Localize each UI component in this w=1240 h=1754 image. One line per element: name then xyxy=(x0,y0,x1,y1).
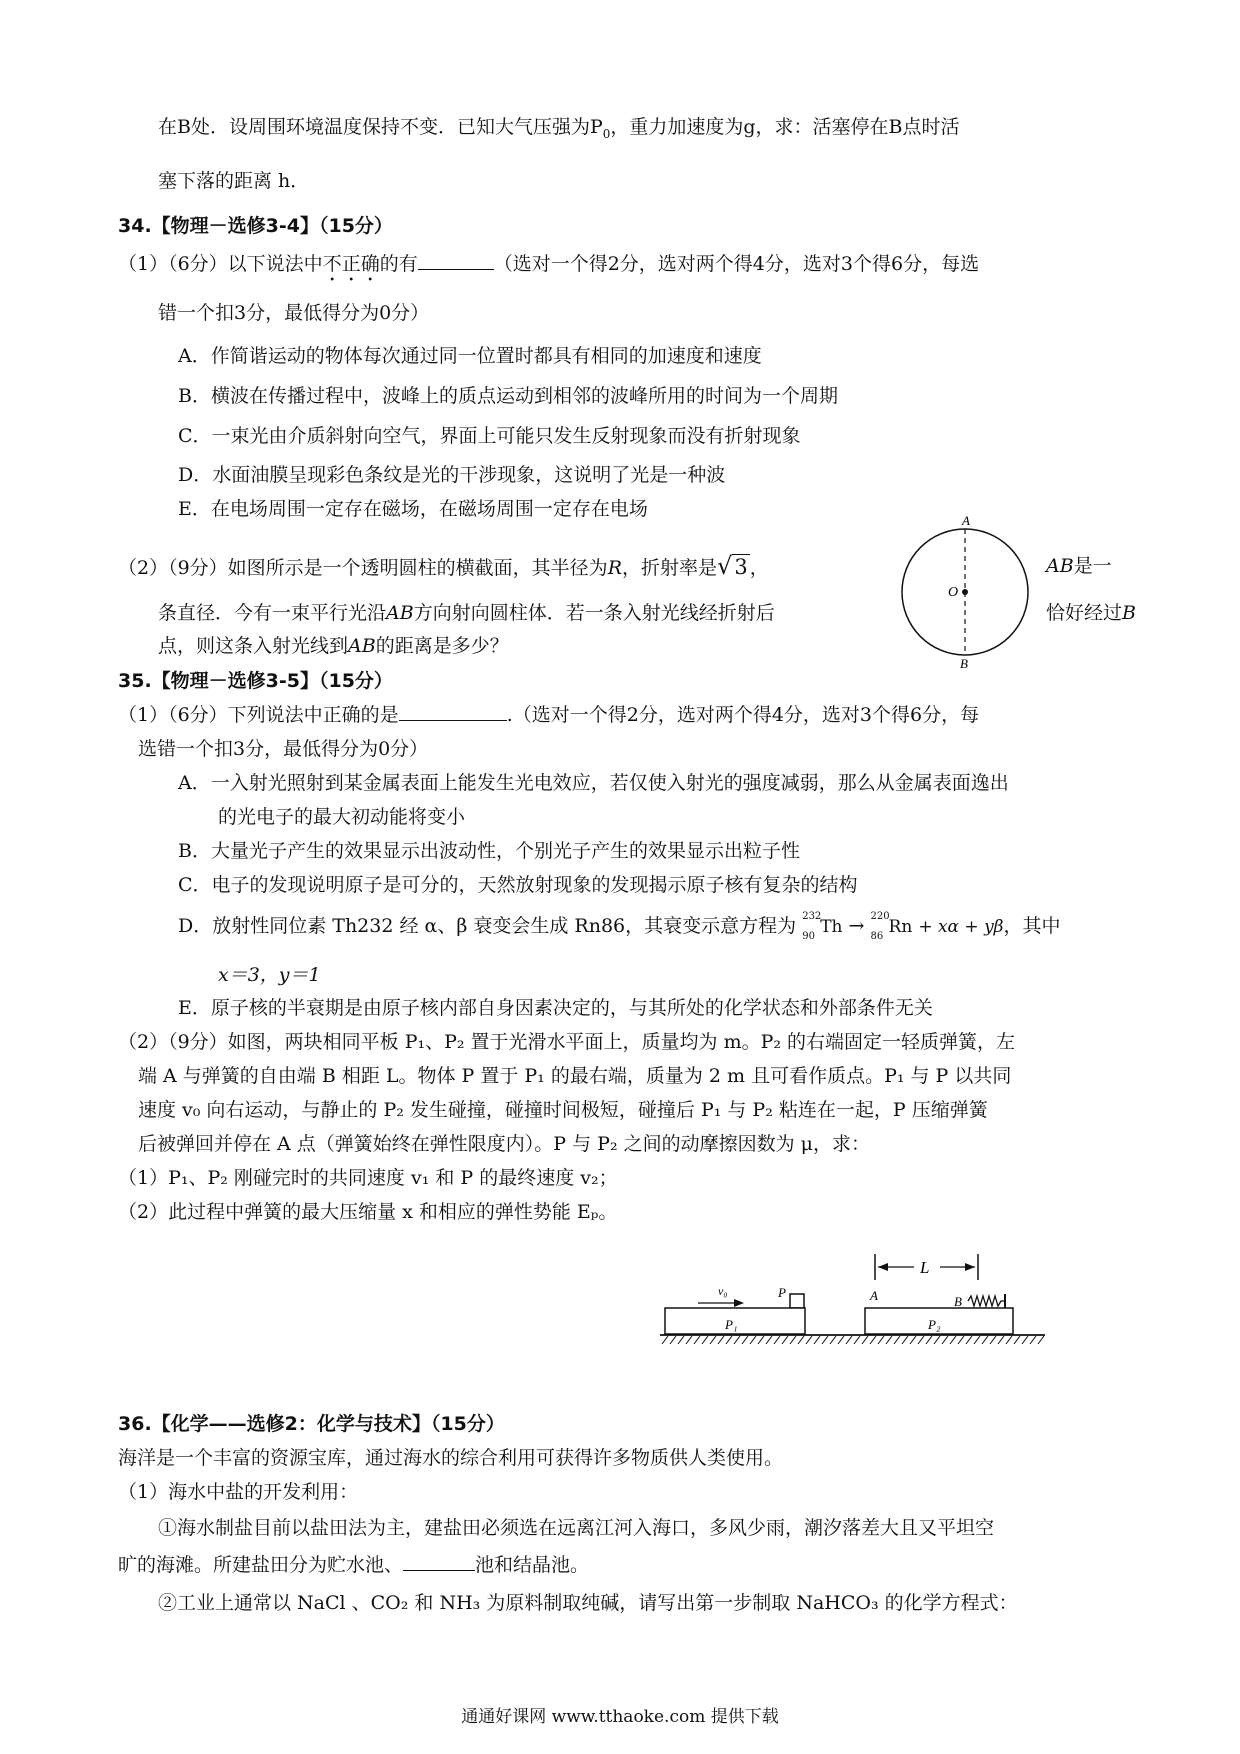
q35-p2-line3: 速度 v₀ 向右运动，与静止的 P₂ 发生碰撞，碰撞时间极短，碰撞后 P₁ 与 P₂ 粘连在一起，P 压缩弹簧 xyxy=(138,1099,988,1121)
q35-option-c: C．电子的发现说明原子是可分的，天然放射现象的发现揭示原子核有复杂的结构 xyxy=(178,874,858,896)
label-a: A xyxy=(870,1288,878,1303)
label-p: P xyxy=(778,1285,786,1300)
center-point xyxy=(962,589,968,595)
arrow-right xyxy=(965,1263,975,1271)
radon-nuclide: 220 86 Rn xyxy=(870,911,913,942)
q34-option-b: B．横波在传播过程中，波峰上的质点运动到相邻的波峰所用的时间为一个周期 xyxy=(178,385,838,407)
hatch-mark xyxy=(942,1336,948,1344)
q36-line5: ②工业上通常以 NaCl 、CO₂ 和 NH₃ 为原料制取纯碱，请写出第一步制取 NaHCO₃ 的化学方程式： xyxy=(158,1592,1018,1614)
hatch-mark xyxy=(846,1336,852,1344)
hatch-mark xyxy=(774,1336,780,1344)
hatch-mark xyxy=(1030,1336,1036,1344)
q36-line1: 海洋是一个丰富的资源宝库，通过海水的综合利用可获得许多物质供人类使用。 xyxy=(118,1447,784,1469)
label-l: L xyxy=(920,1258,930,1277)
hatch-mark xyxy=(1006,1336,1012,1344)
q35-option-a-line1: A．一入射光照射到某金属表面上能发生光电效应，若仅使入射光的强度减弱，那么从金属表面逸出 xyxy=(178,772,1009,794)
q35-option-b: B．大量光子产生的效果显示出波动性，个别光子产生的效果显示出粒子性 xyxy=(178,840,800,862)
q34-option-e: E．在电场周围一定存在磁场，在磁场周围一定存在电场 xyxy=(178,498,648,520)
hatch-mark xyxy=(662,1336,668,1344)
q34-option-a: A．作简谐运动的物体每次通过同一位置时都具有相同的加速度和速度 xyxy=(178,345,762,367)
hatch-mark xyxy=(886,1336,892,1344)
hatch-mark xyxy=(990,1336,996,1344)
arrow-left xyxy=(878,1263,888,1271)
label-p1: P₁ xyxy=(725,1317,738,1332)
hatch-mark xyxy=(790,1336,796,1344)
q35-option-d-line2: x＝3，y＝1 xyxy=(218,964,321,986)
q34-p1-line1: （1）（6分）以下说法中不正确的有 （选对一个得2分，选对两个得4分，选对3个得6分，每选 xyxy=(118,253,980,275)
q36-line2: （1）海水中盐的开发利用： xyxy=(118,1481,359,1503)
page-footer: 通通好课网 www.tthaoke.com 提供下载 xyxy=(461,1707,779,1727)
label-b: B xyxy=(960,656,968,670)
q35-sub1: （1）P₁、P₂ 刚碰完时的共同速度 v₁ 和 P 的最终速度 v₂； xyxy=(118,1167,618,1189)
q35-header: 35.【物理－选修3-5】（15分） xyxy=(118,670,393,692)
plates-spring-figure xyxy=(660,1250,1060,1360)
hatch-mark xyxy=(1022,1336,1028,1344)
hatch-mark xyxy=(814,1336,820,1344)
hatch-mark xyxy=(838,1336,844,1344)
hatch-mark xyxy=(758,1336,764,1344)
thorium-nuclide: 232 90 Th xyxy=(802,911,843,942)
hatch-mark xyxy=(686,1336,692,1344)
q34-option-d: D．水面油膜呈现彩色条纹是光的干涉现象，这说明了光是一种波 xyxy=(178,464,726,486)
hatch-mark xyxy=(918,1336,924,1344)
q34-p2-line1-right: AB是一 xyxy=(1046,555,1112,577)
q34-p2-line1: （2）（9分）如图所示是一个透明圆柱的横截面，其半径为R，折射率是√3 ， xyxy=(118,552,769,580)
q36-header: 36.【化学——选修2：化学与技术】（15分） xyxy=(118,1413,505,1435)
hatch-mark xyxy=(926,1336,932,1344)
hatch-mark xyxy=(782,1336,788,1344)
hatch-mark xyxy=(974,1336,980,1344)
q34-p1-line2: 错一个扣3分，最低得分为0分） xyxy=(158,302,430,324)
hatch-mark xyxy=(742,1336,748,1344)
answer-blank[interactable] xyxy=(418,251,494,270)
q34-option-c: C．一束光由介质斜射向空气，界面上可能只发生反射现象而没有折射现象 xyxy=(178,425,801,447)
hatch-mark xyxy=(982,1336,988,1344)
answer-blank[interactable] xyxy=(399,702,507,721)
hatch-mark xyxy=(806,1336,812,1344)
q35-p2-line2: 端 A 与弹簧的自由端 B 相距 L。物体 P 置于 P₁ 的最右端，质量为 2 m 且可看作质点。P₁ 与 P 以共同 xyxy=(138,1065,1012,1087)
hatch-mark xyxy=(702,1336,708,1344)
top-line-1: 在B处．设周围环境温度保持不变．已知大气压强为$P_0$，重力加速度为g，求：活塞停在B点时活 xyxy=(158,116,960,141)
hatch-mark xyxy=(678,1336,684,1344)
q35-p2-line1: （2）（9分）如图，两块相同平板 P₁、P₂ 置于光滑水平面上，质量均为 m。P₂ 的右端固定一轻质弹簧，左 xyxy=(118,1031,1016,1053)
hatch-mark xyxy=(726,1336,732,1344)
q36-line4: 旷的海滩。所建盐田分为贮水池、 池和结晶池。 xyxy=(118,1554,590,1576)
label-b: B xyxy=(954,1294,962,1309)
q34-header: 34.【物理－选修3-4】（15分） xyxy=(118,215,393,237)
circle-cross-section-figure xyxy=(890,515,1040,670)
q34-p2-line2-right: 恰好经过B xyxy=(1046,602,1136,624)
hatch-mark xyxy=(1014,1336,1020,1344)
sqrt-symbol: √ xyxy=(717,552,733,580)
hatch-mark xyxy=(854,1336,860,1344)
hatch-mark xyxy=(950,1336,956,1344)
q34-p2-line2: 条直径．今有一束平行光沿AB方向射向圆柱体．若一条入射光线经折射后 xyxy=(158,602,775,624)
hatch-mark xyxy=(710,1336,716,1344)
hatch-mark xyxy=(910,1336,916,1344)
q35-p1-line1: （1）（6分）下列说法中正确的是 .（选对一个得2分，选对两个得4分，选对3个得6分，每 xyxy=(118,704,980,726)
ground-hatching xyxy=(662,1336,1044,1344)
hatch-mark xyxy=(870,1336,876,1344)
hatch-mark xyxy=(862,1336,868,1344)
hatch-mark xyxy=(878,1336,884,1344)
velocity-arrow-head xyxy=(734,1299,744,1307)
hatch-mark xyxy=(822,1336,828,1344)
hatch-mark xyxy=(830,1336,836,1344)
q35-option-a-line2: 的光电子的最大初动能将变小 xyxy=(218,806,466,828)
label-o: O xyxy=(948,585,959,600)
q34-p2-line3: 点，则这条入射光线到AB的距离是多少？ xyxy=(158,635,509,657)
q35-p2-line4: 后被弹回并停在 A 点（弹簧始终在弹性限度内）。P 与 P₂ 之间的动摩擦因数为 μ，求： xyxy=(138,1133,870,1155)
q35-sub2: （2）此过程中弹簧的最大压缩量 x 和相应的弹性势能 Eₚ。 xyxy=(118,1201,618,1223)
hatch-mark xyxy=(718,1336,724,1344)
label-p2: P₂ xyxy=(928,1317,941,1332)
q35-option-d-line1: D．放射性同位素 Th232 经 α、β 衰变会生成 Rn86，其衰变示意方程为 232 90 Th → 220 86 Rn + xα + yβ，其中 xyxy=(178,911,1061,942)
hatch-mark xyxy=(902,1336,908,1344)
q35-p1-line2: 选错一个扣3分，最低得分为0分） xyxy=(138,738,429,760)
hatch-mark xyxy=(798,1336,804,1344)
hatch-mark xyxy=(894,1336,900,1344)
hatch-mark xyxy=(750,1336,756,1344)
hatch-mark xyxy=(934,1336,940,1344)
hatch-mark xyxy=(998,1336,1004,1344)
label-v0: v₀ xyxy=(718,1284,728,1298)
answer-blank[interactable] xyxy=(403,1552,475,1571)
label-a: A xyxy=(962,515,970,528)
q36-line3: ①海水制盐目前以盐田法为主，建盐田必须选在远离江河入海口，多风少雨，潮汐落差大且又平坦空 xyxy=(158,1517,995,1539)
hatch-mark xyxy=(670,1336,676,1344)
hatch-mark xyxy=(1038,1336,1044,1344)
hatch-mark xyxy=(734,1336,740,1344)
spring xyxy=(968,1296,1005,1306)
hatch-mark xyxy=(966,1336,972,1344)
q35-option-e: E．原子核的半衰期是由原子核内部自身因素决定的，与其所处的化学状态和外部条件无关 xyxy=(178,997,933,1019)
hatch-mark xyxy=(958,1336,964,1344)
hatch-mark xyxy=(766,1336,772,1344)
block-p xyxy=(790,1294,804,1308)
top-line-2: 塞下落的距离 h． xyxy=(158,170,310,192)
hatch-mark xyxy=(694,1336,700,1344)
